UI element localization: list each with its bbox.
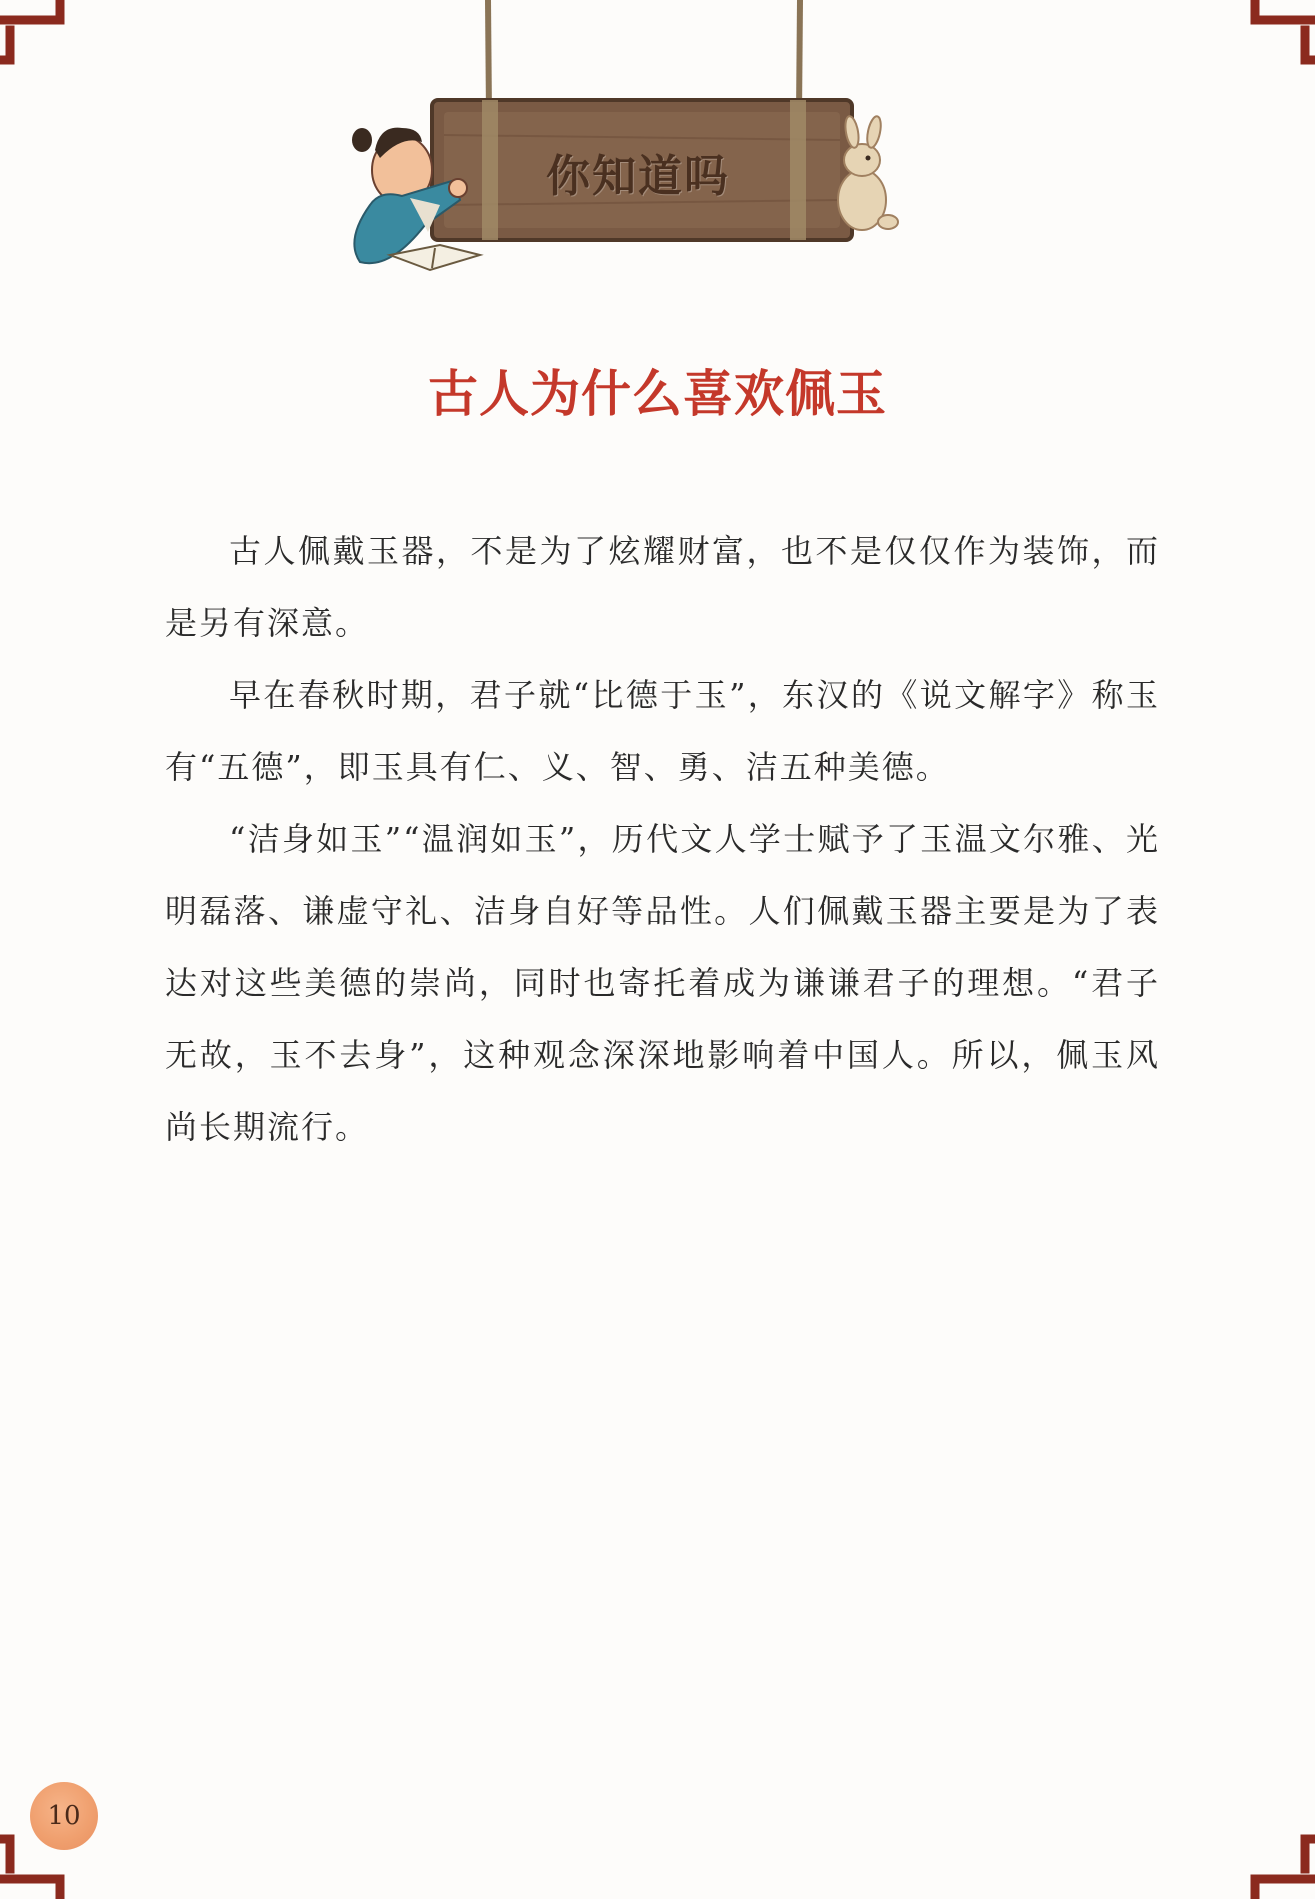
paragraph: “洁身如玉”“温润如玉”，历代文人学士赋予了玉温文尔雅、光明磊落、谦虚守礼、洁身自好等品性。人们佩戴玉器主要是为了表达对这些美德的崇尚，同时也寄托着成为谦谦君子的理想。“君子无故，玉不去身”，这种观念深深地影响着中国人。所以，佩玉风尚长期流行。 [165,820,1160,1146]
corner-ornament-top-left [0,0,90,90]
sign-text: 你知道吗 [546,151,730,202]
page-number-badge: 10 [30,1782,98,1850]
corner-ornament-bottom-right [1225,1809,1315,1899]
article-body [165,515,1160,1163]
page-title: 古人为什么喜欢佩玉 [428,365,887,423]
paragraph: 早在春秋时期，君子就“比德于玉”，东汉的《说文解字》称玉有“五德”，即玉具有仁、义、智、勇、洁五种美德。 [165,676,1160,786]
corner-ornament-top-right [1225,0,1315,90]
paragraph: 古人佩戴玉器，不是为了炫耀财富，也不是仅仅作为装饰，而是另有深意。 [165,532,1160,642]
did-you-know-banner [340,0,920,290]
